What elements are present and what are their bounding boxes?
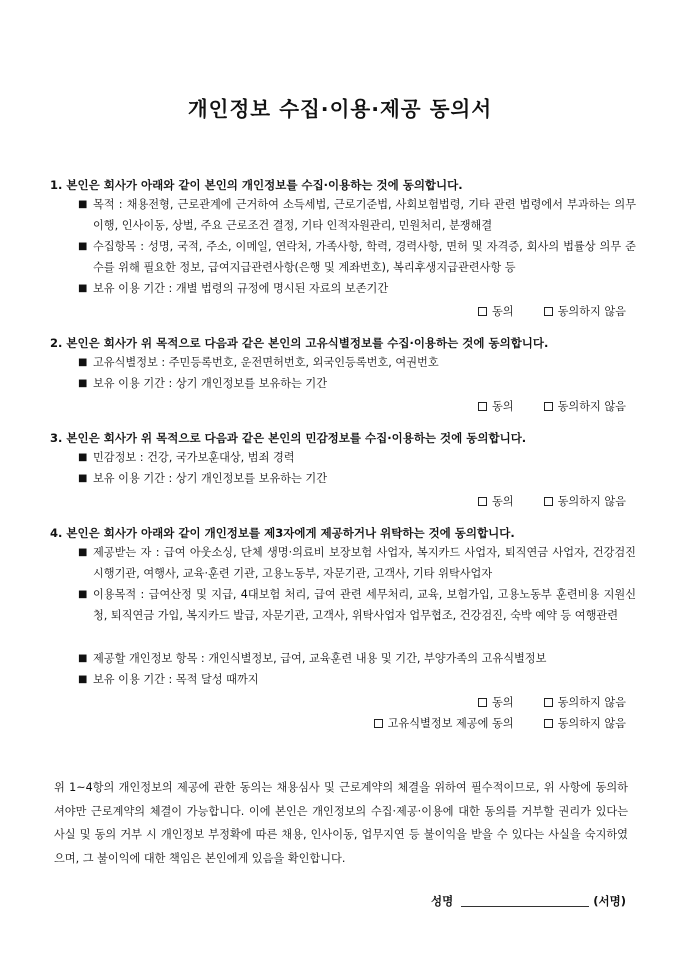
disagree-label: 동의하지 않음 (557, 495, 626, 508)
item-text: 고유식별정보 : 주민등록번호, 운전면허번호, 외국인등록번호, 여권번호 (93, 356, 439, 369)
disagree-option[interactable] (544, 398, 626, 414)
agree-option[interactable] (478, 493, 514, 509)
checkbox[interactable] (544, 307, 553, 316)
section-2-item-retention (78, 373, 636, 394)
checkbox[interactable] (478, 497, 487, 506)
bullet-square-icon: ■ (78, 378, 88, 389)
item-text: 제공받는 자 : 급여 아웃소싱, 단체 생명·의료비 보장보험 사업자, 복지카드 사업자, 퇴직연금 사업자, 건강검진 시행기관, 여행사, 교육·훈련 기관, 고용노동부, 자문기관, 고객사, 기타 위탁사업자 (93, 546, 636, 580)
agree-option[interactable] (478, 694, 514, 710)
bullet-square-icon: ■ (78, 547, 88, 558)
document-title: 개인정보 수집·이용·제공 동의서 (187, 97, 493, 121)
bullet-square-icon: ■ (78, 473, 88, 484)
disagree-option[interactable] (544, 303, 626, 319)
bullet-square-icon: ■ (78, 589, 88, 600)
section-1-heading: 1. 본인은 회사가 아래와 같이 본인의 개인정보를 수집·이용하는 것에 동의합니다. (50, 178, 463, 192)
section-1-item-purpose (78, 194, 636, 236)
section-1-item-collected (78, 236, 636, 278)
signature-suffix: (서명) (593, 894, 626, 908)
signature-name-label: 성명 (431, 894, 454, 908)
section-4-item-purposes (78, 584, 636, 626)
bullet-square-icon: ■ (78, 452, 88, 463)
section-1-item-retention (78, 278, 636, 299)
closing-statement: 위 1~4항의 개인정보의 제공에 관한 동의는 채용심사 및 근로계약의 체결을 위하여 필수적이므로, 위 사항에 동의하셔야만 근로계약의 체결이 가능합니다. 이에 본인은 개인정보의 수집·제공·이용에 대한 동의를 거부할 권리가 있다는 사실 및 동의 거부 시 개인정보 부정확에 따른 채용, 인사이동, 업무지연 등 불이익을 받을 수 있다는 사실을 숙지하였으며, 그 불이익에 대한 책임은 본인에게 있음을 확인합니다. (54, 781, 628, 865)
checkbox[interactable] (374, 719, 383, 728)
disagree-label: 동의하지 않음 (557, 400, 626, 413)
disagree-label: 동의하지 않음 (557, 696, 626, 709)
section-1-options (478, 303, 626, 319)
agree-option[interactable] (478, 303, 514, 319)
item-text: 목적 : 채용전형, 근로관계에 근거하여 소득세법, 근로기준법, 사회보험법령, 기타 관련 법령에서 부과하는 의무 이행, 인사이동, 상벌, 주요 근로조건 결정, 기타 인적자원관리, 민원처리, 분쟁해결 (93, 198, 636, 232)
section-3-item-sensitive (78, 447, 636, 468)
section-2-heading: 2. 본인은 회사가 위 목적으로 다음과 같은 본인의 고유식별정보를 수집·이용하는 것에 동의합니다. (50, 336, 549, 350)
item-text: 보유 이용 기간 : 목적 달성 때까지 (93, 673, 259, 686)
signature-line[interactable] (461, 894, 589, 907)
agree-label: 동의 (491, 400, 514, 413)
checkbox[interactable] (544, 497, 553, 506)
identifier-agree-option[interactable] (374, 715, 514, 731)
section-3-item-retention (78, 468, 636, 489)
section-3-heading: 3. 본인은 회사가 위 목적으로 다음과 같은 본인의 민감정보를 수집·이용하는 것에 동의합니다. (50, 431, 527, 445)
checkbox[interactable] (544, 698, 553, 707)
identifier-disagree-option[interactable] (544, 715, 626, 731)
disagree-label: 동의하지 않음 (557, 305, 626, 318)
disagree-option[interactable] (544, 694, 626, 710)
section-3-options (478, 493, 626, 509)
bullet-square-icon: ■ (78, 674, 88, 685)
bullet-square-icon: ■ (78, 241, 88, 252)
agree-option[interactable] (478, 398, 514, 414)
item-text: 민감정보 : 건강, 국가보훈대상, 범죄 경력 (93, 451, 295, 464)
section-4-item-recipients (78, 542, 636, 584)
section-4-item-retention (78, 669, 636, 690)
identifier-disagree-label: 동의하지 않음 (557, 717, 626, 730)
section-4-item-provided-fields (78, 648, 636, 669)
section-4-identifier-options (374, 715, 626, 731)
checkbox[interactable] (544, 719, 553, 728)
item-text: 보유 이용 기간 : 상기 개인정보를 보유하는 기간 (93, 377, 327, 390)
disagree-option[interactable] (544, 493, 626, 509)
agree-label: 동의 (491, 495, 514, 508)
section-4-heading: 4. 본인은 회사가 아래와 같이 개인정보를 제3자에게 제공하거나 위탁하는 것에 동의합니다. (50, 526, 515, 540)
item-text: 보유 이용 기간 : 상기 개인정보를 보유하는 기간 (93, 472, 327, 485)
item-text: 보유 이용 기간 : 개별 법령의 규정에 명시된 자료의 보존기간 (93, 282, 389, 295)
checkbox[interactable] (478, 307, 487, 316)
checkbox[interactable] (478, 698, 487, 707)
section-2-item-identifiers (78, 352, 636, 373)
item-text: 이용목적 : 급여산정 및 지급, 4대보험 처리, 급여 관련 세무처리, 교육, 보험가입, 고용노동부 훈련비용 지원신청, 퇴직연금 가입, 복지카드 발급, 자문기관, 고객사, 위탁사업자 업무협조, 건강검진, 숙박 예약 등 여행관련 (93, 588, 636, 622)
bullet-square-icon: ■ (78, 283, 88, 294)
item-text: 제공할 개인정보 항목 : 개인식별정보, 급여, 교육훈련 내용 및 기간, 부양가족의 고유식별정보 (93, 652, 547, 665)
bullet-square-icon: ■ (78, 357, 88, 368)
identifier-agree-label: 고유식별정보 제공에 동의 (387, 717, 514, 730)
agree-label: 동의 (491, 696, 514, 709)
section-4-options (478, 694, 626, 710)
bullet-square-icon: ■ (78, 199, 88, 210)
checkbox[interactable] (478, 402, 487, 411)
agree-label: 동의 (491, 305, 514, 318)
section-2-options (478, 398, 626, 414)
checkbox[interactable] (544, 402, 553, 411)
item-text: 수집항목 : 성명, 국적, 주소, 이메일, 연락처, 가족사항, 학력, 경력사항, 면허 및 자격증, 회사의 법률상 의무 준수를 위해 필요한 정보, 급여지급관련사항(은행 및 계좌번호), 복리후생지급관련사항 등 (93, 240, 636, 274)
signature-block (431, 893, 626, 909)
bullet-square-icon: ■ (78, 653, 88, 664)
